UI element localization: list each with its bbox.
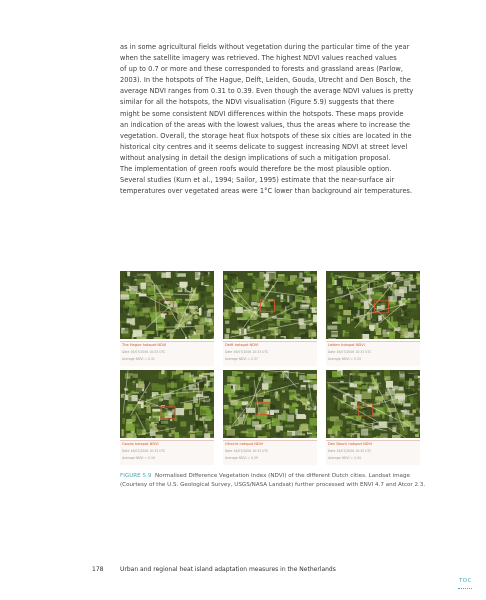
panel-average: Average NDVI = 0,33 [328,357,361,361]
body-line: Several studies (Kurn et al., 1994; Sailor, 1995) estimate that the near-surface air [120,176,395,185]
panel-date: Date 16/07/2006 10:33 UTC [225,350,269,354]
panel-title: Den Bosch hotspot NDVI [328,442,373,446]
panel-average: Average NDVI = 0,39 [225,456,258,460]
panel-caption [326,341,420,366]
figure-label: FIGURE 5.9 [120,473,152,479]
figure-caption [120,472,440,489]
panel-caption [223,440,317,465]
body-line: as in some agricultural fields without vegetation during the particular time of the year [120,43,410,51]
body-line: without analysing in detail the design implications of such a mitigation proposal. [120,153,391,162]
figure-caption-line: (Courtesy of the U.S. Geological Survey, USGS/NASA Landsat) further processed with ENVI 4.7 and Atcor 2.3. [120,481,426,488]
panel-caption [223,341,317,366]
ndvi-map-image [326,370,420,438]
figure-caption-line [120,472,440,481]
ndvi-texture [326,271,420,339]
panel-date: Date 16/07/2006 10:33 UTC [122,350,166,354]
ndvi-map-image [326,271,420,339]
ndvi-map-image [120,271,214,339]
panel-average: Average NDVI = 0,34 [328,456,361,460]
panel-title: The Hague hotspot NDVI [122,343,167,347]
body-line: temperatures over vegetated areas were 1°C lower than background air temperatures. [120,187,413,196]
ndvi-texture [223,370,317,438]
running-footer-title: Urban and regional heat island adaptation measures in the Netherlands [120,566,336,573]
panel-average: Average NDVI = 0,34 [122,456,155,460]
panel-date: Date 16/07/2006 10:33 UTC [225,449,269,453]
figure-caption-text: Normalised Difference Vegetation Index (NDVI) of the different Dutch cities. Landsat image [154,473,410,479]
panel-caption [120,341,214,366]
page-number: 178 [92,566,104,573]
body-line: 2003). In the hotspots of The Hague, Delft, Leiden, Gouda, Utrecht and Den Bosch, the [120,76,411,85]
body-line: average NDVI ranges from 0.31 to 0.39. Even though the average NDVI values is pretty [120,87,414,96]
ndvi-figure-grid [120,271,420,464]
ndvi-texture [223,271,317,339]
body-line: similar for all the hotspots, the NDVI visualisation (Figure 5.9) suggests that there [120,98,395,107]
body-text [120,42,420,197]
panel-date: Date 16/07/2006 10:33 UTC [122,449,166,453]
toc-link[interactable]: TOC [459,578,472,584]
panel-caption [120,440,214,465]
body-line: The implementation of green roofs would therefore be the most plausible option. [120,165,392,174]
panel-average: Average NDVI = 0,31 [122,357,155,361]
toc-underline [458,586,472,589]
panel-date: Date 16/07/2006 10:33 UTC [328,449,372,453]
panel-date: Date 16/07/2006 10:33 UTC [328,350,372,354]
panel-title: Utrecht hotspot NDVI [225,442,264,446]
panel-caption [326,440,420,465]
ndvi-map-image [223,370,317,438]
ndvi-map-image [223,271,317,339]
panel-title: Delft hotspot NDVI [225,343,259,347]
panel-title: Gouda hotspot NDVI [122,442,159,446]
body-line: historical city centres and it seems delicate to suggest increasing NDVI at street level [120,142,408,151]
panel-average: Average NDVI = 0,37 [225,357,258,361]
body-line: vegetation. Overall, the storage heat flux hotspots of these six cities are located in the [120,131,412,140]
body-line: an indication of the areas with the lowest values, thus the areas where to increase the [120,120,411,129]
ndvi-map-image [120,370,214,438]
panel-title: Leiden hotspot NDVI [328,343,365,347]
ndvi-texture [120,370,214,438]
body-line: of up to 0.7 or more and these corresponded to forests and grassland areas (Parlow, [120,65,404,74]
body-line: might be some consistent NDVI differences within the hotspots. These maps provide [120,109,404,118]
ndvi-texture [120,271,214,339]
body-line: when the satellite imagery was retrieved. The highest NDVI values reached values [120,54,397,63]
ndvi-texture [326,370,420,438]
